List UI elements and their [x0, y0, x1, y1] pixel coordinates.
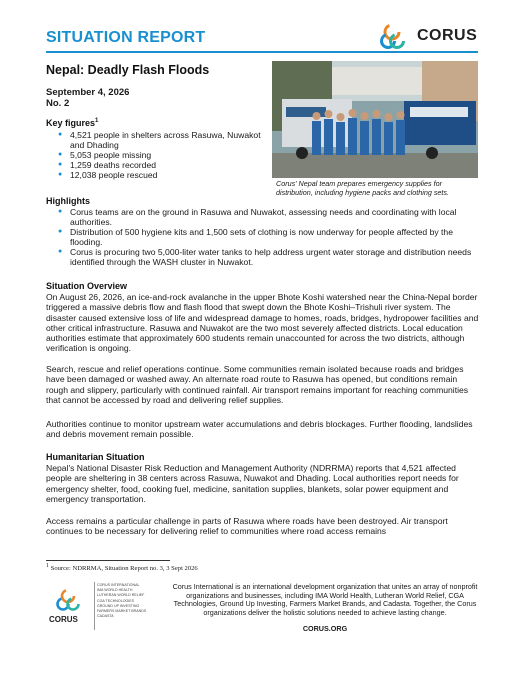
list-item: CORUS INTERNATIONAL [97, 583, 140, 587]
list-item: ● Distribution of 500 hygiene kits and 1,500 sets of clothing is now underway for people affected by the flooding. [56, 227, 480, 247]
list-item: ● 1,259 deaths recorded [56, 160, 262, 170]
footer-org-list [97, 583, 146, 619]
humanitarian-paragraph: Nepal's National Disaster Risk Reduction and Management Authority (NDRRMA) reports that 4,521 affected people are sheltering in 38 centers across Rasuwa, Nuwakot and Dhading. Local authorities report needs for emergency shelter, food, cooking fuel, medicine, sanitation supplies, blankets, solar power equipment and emergency transportation. [46, 463, 459, 504]
footer-brand-wordmark: CORUS [49, 615, 78, 624]
key-figures-list [56, 130, 262, 180]
team-photo [272, 61, 478, 178]
situation-overview-heading: Situation Overview [46, 281, 128, 291]
list-item: IMA WORLD HEALTH [97, 588, 133, 593]
list-item: CADASTA [97, 614, 114, 619]
highlights-list [56, 207, 480, 267]
document-date: September 4, 2026 [46, 87, 130, 98]
header-divider [46, 51, 478, 53]
list-item: ● Corus teams are on the ground in Rasuwa and Nuwakot, assessing needs and coordinating with local authorities. [56, 207, 480, 227]
list-item: FARMERS MARKET BRANDS [97, 609, 147, 614]
footer-divider [94, 582, 95, 630]
list-item: LUTHERAN WORLD RELIEF [97, 593, 145, 598]
document-number: No. 2 [46, 98, 70, 109]
humanitarian-situation-heading: Humanitarian Situation [46, 452, 145, 462]
list-item: GROUND UP INVESTING [97, 603, 140, 608]
list-item: CGA TECHNOLOGIES [97, 598, 135, 603]
footnote: $^1$ Source: NDRRMA, Situation Report no. 3, 3 Sept 2026 [46, 563, 198, 573]
list-item: ● 5,053 people missing [56, 150, 262, 160]
overview-paragraph: Authorities continue to monitor upstream water accumulations and debris blockages. Further flooding, landslides and debris movement remain possible. [46, 419, 473, 440]
list-item: ● Corus is procuring two 5,000-liter water tanks to help address urgent water storage and distribution needs identified through the WASH cluster in Nuwakot. [56, 247, 480, 267]
report-type-heading: SITUATION REPORT [46, 29, 206, 46]
footnote-divider [46, 560, 170, 561]
footer-website-link[interactable]: CORUS.ORG [302, 624, 348, 633]
highlights-heading: Highlights [46, 196, 90, 206]
key-figures-heading: Key figures$^1$ [46, 118, 99, 128]
brand-wordmark: CORUS [417, 27, 478, 44]
photo-caption: Corus' Nepal team prepares emergency supplies for distribution, including hygiene packs and clothing sets. [276, 179, 450, 197]
list-item: ● 12,038 people rescued [56, 170, 262, 180]
overview-paragraph: Search, rescue and relief operations continue. Some communities remain isolated because roads and bridges have been damaged or washed away. An alternate road route to Rasuwa has opened, but conditions remain rough and slippery, particularly with continued rainfall. Air transport remains important for reaching communities that cannot be accessed by road and delivering relief supplies. [46, 364, 469, 405]
list-item: ● 4,521 people in shelters across Rasuwa, Nuwakot and Dhading [56, 130, 262, 150]
footer-about-text: Corus International is an international development organization that unites an array of nonprofit organizations and businesses, including IMA World Health, Lutheran World Relief, CGA Technologies, Ground Up Investing, Farmers Market Brands, and Cadasta. Together, the Corus organizations deliver the holistic solutions needed to achieve lasting change. [172, 582, 478, 617]
corus-logo-icon [48, 588, 88, 614]
overview-paragraph: On August 26, 2026, an ice-and-rock avalanche in the upper Bhote Koshi watershed near the China-Nepal border triggered a massive debris flow and flash flood that swept down the Bhote Koshi–Trishuli river system. The disaster caused extensive loss of life and widespread damage to homes, roads, bridges, hydropower facilities and other critical infrastructure. Rasuwa and Nuwakot are the two most severely affected districts. Local education authorities estimate that approximately 600 students remain unaccounted for across the two districts, although verification is ongoing. [46, 292, 479, 354]
document-title: Nepal: Deadly Flash Floods [46, 63, 210, 77]
humanitarian-paragraph: Access remains a particular challenge in parts of Rasuwa where roads have been destroyed. Air transport continues to be necessary for delivering relief to communities where road access remains [46, 516, 448, 537]
